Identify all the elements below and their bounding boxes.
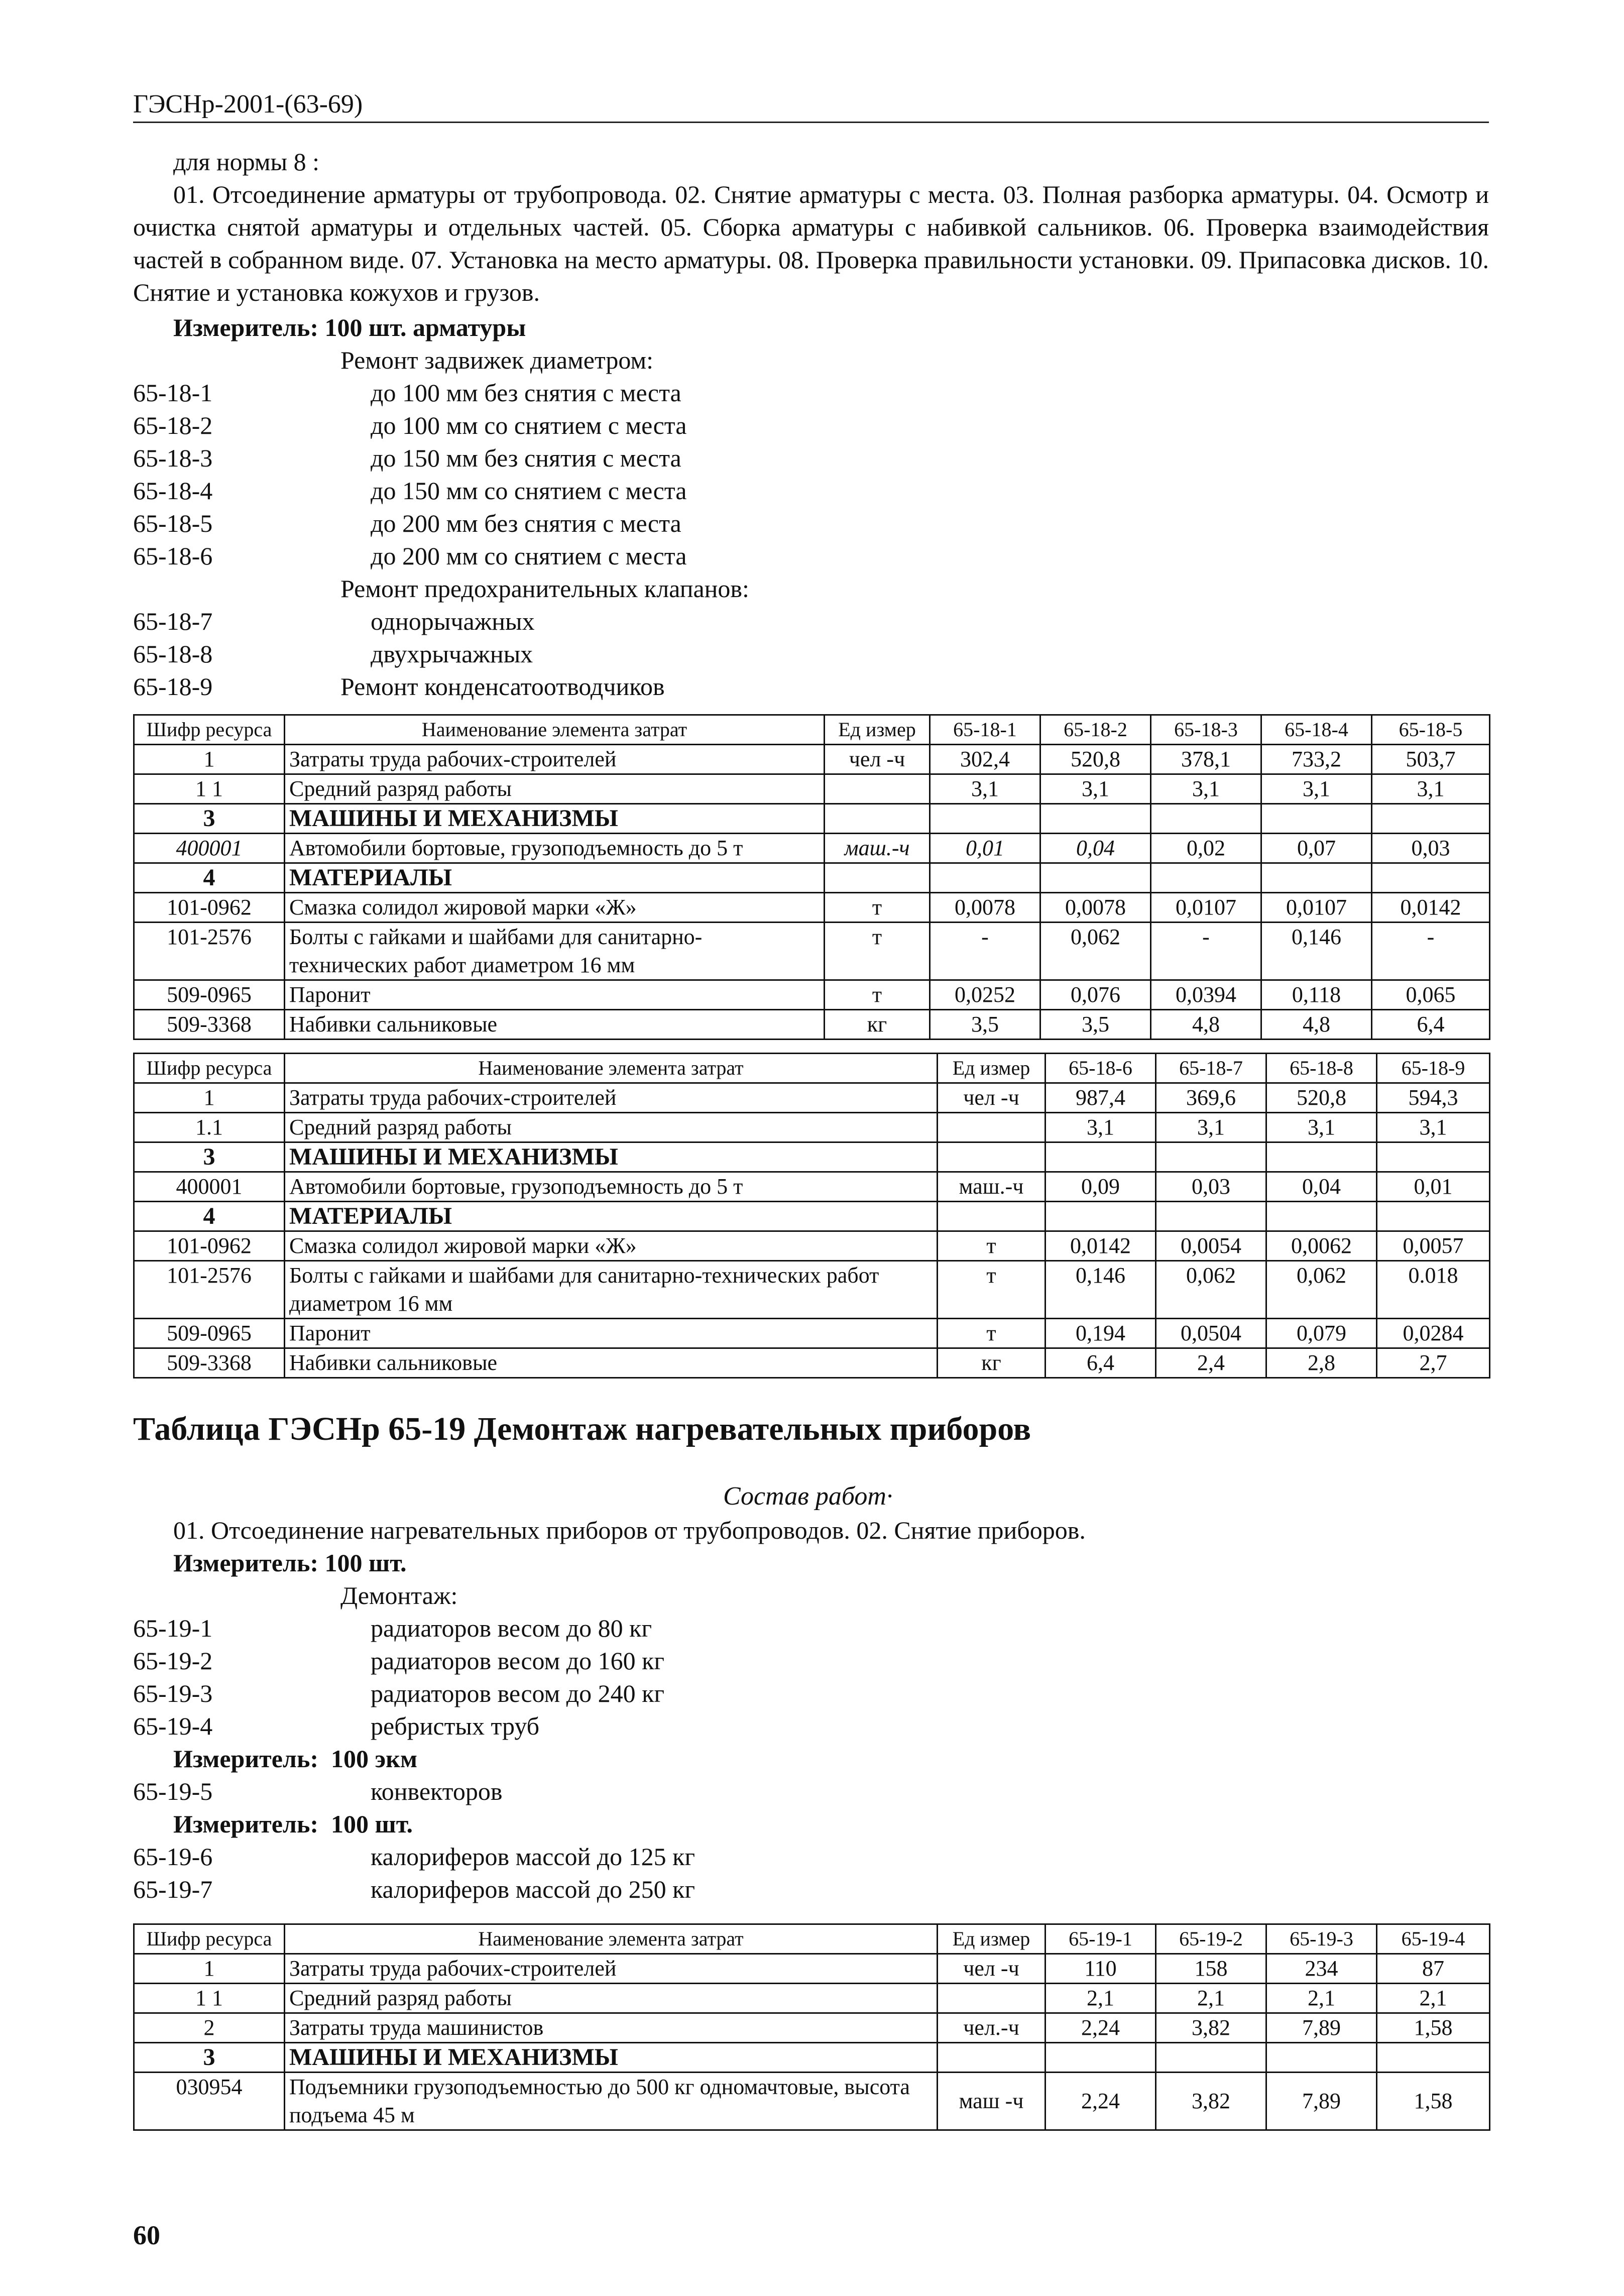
code-row: 65-18-3 (133, 444, 213, 472)
cell: 2,4 (1156, 1348, 1266, 1378)
cell: 030954 (134, 2073, 285, 2130)
cell: 7,89 (1266, 2073, 1377, 2130)
cell: 1,58 (1377, 2013, 1490, 2043)
norm-name: калориферов массой до 125 кг (371, 1843, 695, 1871)
cell: 0,0057 (1377, 1231, 1490, 1261)
table-row (134, 980, 1490, 1010)
meter-label: Измеритель: (173, 1549, 319, 1577)
cell: Автомобили бортовые, грузоподъемность до 5 т (285, 1172, 938, 1202)
header-cell: 65-18-4 (1261, 715, 1372, 745)
cell: 302,4 (930, 745, 1040, 774)
table-row (134, 1172, 1490, 1202)
cell: 4 (134, 863, 285, 893)
cell: 0,079 (1266, 1319, 1377, 1348)
cell: 3,82 (1156, 2013, 1266, 2043)
header-cell: Наименование элемента затрат (285, 1054, 938, 1083)
cell: Затраты труда рабочих-строителей (285, 1954, 938, 1984)
code-row: 65-18-9 (133, 672, 213, 701)
cell: 987,4 (1046, 1083, 1156, 1113)
code-row: 65-18-6 (133, 542, 213, 570)
header-cell: Шифр ресурса (134, 1924, 285, 1954)
group-heading: Ремонт предохранительных клапанов: (340, 575, 749, 603)
cell: т (938, 1231, 1046, 1261)
cell: 0,146 (1046, 1261, 1156, 1319)
header-cell: Шифр ресурса (134, 715, 285, 745)
norm-descriptions-18 (340, 344, 749, 703)
cell: 110 (1046, 1954, 1156, 1984)
cell: 4,8 (1151, 1010, 1261, 1040)
table-section-row (134, 2043, 1490, 2073)
code-row: 65-19-4 (133, 1712, 213, 1740)
cell (825, 774, 930, 804)
table-section-row (134, 1202, 1490, 1231)
norm-name: до 200 мм без снятия с места (371, 509, 681, 537)
cell: 0,0284 (1377, 1319, 1490, 1348)
table-row (134, 893, 1490, 923)
cell: 1 (134, 1083, 285, 1113)
cell: 0,04 (1040, 834, 1151, 863)
group-heading: Демонтаж: (340, 1581, 458, 1610)
cell: 509-0965 (134, 1319, 285, 1348)
cell: 0,0062 (1266, 1231, 1377, 1261)
cell: Смазка солидол жировой марки «Ж» (285, 1231, 938, 1261)
cell: 0,02 (1151, 834, 1261, 863)
cell: 0,194 (1046, 1319, 1156, 1348)
code-row: 65-18-1 (133, 379, 213, 407)
cell: 520,8 (1266, 1083, 1377, 1113)
cell: 6,4 (1046, 1348, 1156, 1378)
header-cell: Ед измер (938, 1054, 1046, 1083)
cell: кг (938, 1348, 1046, 1378)
norm-name: радиаторов весом до 240 кг (371, 1679, 664, 1707)
cell: Средний разряд работы (285, 1113, 938, 1142)
running-header: ГЭСНр-2001-(63-69) (133, 90, 363, 119)
cell: 2 (134, 2013, 285, 2043)
meter-label: Измеритель: (173, 1745, 319, 1773)
cell: 3 (134, 2043, 285, 2073)
cell: чел.-ч (938, 2013, 1046, 2043)
cell: 158 (1156, 1954, 1266, 1984)
cell: - (1372, 923, 1490, 980)
header-cell: 65-18-6 (1046, 1054, 1156, 1083)
cell: 0,0078 (930, 893, 1040, 923)
table-row (134, 1231, 1490, 1261)
cell: 2,1 (1156, 1984, 1266, 2013)
cell (938, 1113, 1046, 1142)
norm-codes-18 (133, 377, 212, 703)
cell: Затраты труда рабочих-строителей (285, 1083, 938, 1113)
cell: 0,146 (1261, 923, 1372, 980)
table-header-row (134, 1924, 1490, 1954)
cell: Средний разряд работы (285, 774, 825, 804)
cell: 3 (134, 1142, 285, 1172)
table-row (134, 834, 1490, 863)
cell: 3 (134, 804, 285, 834)
header-cell: Ед измер (938, 1924, 1046, 1954)
header-cell: 65-18-7 (1156, 1054, 1266, 1083)
cell: 2,1 (1266, 1984, 1377, 2013)
code-row: 65-18-5 (133, 509, 213, 537)
cell: 3,1 (1046, 1113, 1156, 1142)
cell: 3,1 (1151, 774, 1261, 804)
cell: 509-0965 (134, 980, 285, 1010)
cell: 101-0962 (134, 1231, 285, 1261)
meter-value: 100 шт. арматуры (324, 313, 526, 341)
cell: 400001 (134, 1172, 285, 1202)
cell: 101-0962 (134, 893, 285, 923)
norm-name: конвекторов (371, 1777, 503, 1805)
header-cell: 65-18-8 (1266, 1054, 1377, 1083)
table-row (134, 1010, 1490, 1040)
cell: 87 (1377, 1954, 1490, 1984)
norm-name: до 100 мм без снятия с места (371, 379, 681, 407)
table-section-row (134, 1142, 1490, 1172)
cell: 2,24 (1046, 2013, 1156, 2043)
table-header-row (134, 1054, 1490, 1083)
cell: 0,062 (1040, 923, 1151, 980)
table-row (134, 923, 1490, 980)
header-cell: 65-18-3 (1151, 715, 1261, 745)
table-header-row (134, 715, 1490, 745)
header-cell: 65-18-5 (1372, 715, 1490, 745)
cell: 0,01 (930, 834, 1040, 863)
table-row (134, 1954, 1490, 1984)
cell: 3,1 (1156, 1113, 1266, 1142)
table-row (134, 774, 1490, 804)
norm-name: калориферов массой до 250 кг (371, 1875, 695, 1903)
cell: - (1151, 923, 1261, 980)
cell: 2,1 (1377, 1984, 1490, 2013)
code-row: 65-18-8 (133, 640, 213, 668)
cell: 3,82 (1156, 2073, 1266, 2130)
cell: кг (825, 1010, 930, 1040)
cell: 520,8 (1040, 745, 1151, 774)
meter-label: Измеритель: (173, 1810, 319, 1838)
code-row: 65-19-7 (133, 1875, 213, 1903)
norm-name: радиаторов весом до 160 кг (371, 1647, 664, 1675)
header-rule (133, 122, 1489, 123)
code-row: 65-18-7 (133, 607, 213, 635)
cell: 0,0142 (1046, 1231, 1156, 1261)
norm-name: радиаторов весом до 80 кг (371, 1614, 652, 1642)
cell: т (938, 1319, 1046, 1348)
cell: 0,062 (1156, 1261, 1266, 1319)
table-row (134, 1319, 1490, 1348)
cell: 0,03 (1156, 1172, 1266, 1202)
cell: Затраты труда машинистов (285, 2013, 938, 2043)
norm-name: до 150 мм без снятия с места (371, 444, 681, 472)
norm-name: до 150 мм со снятием с места (371, 477, 687, 505)
cell: 0,118 (1261, 980, 1372, 1010)
cell: 0,04 (1266, 1172, 1377, 1202)
cell: 0,0078 (1040, 893, 1151, 923)
cell: Автомобили бортовые, грузоподъемность до 5 т (285, 834, 825, 863)
header-cell: 65-19-3 (1266, 1924, 1377, 1954)
cell: Паронит (285, 980, 825, 1010)
meter-value: 100 шт. (324, 1549, 407, 1577)
code-row: 65-19-5 (133, 1777, 213, 1805)
cell: 1.1 (134, 1113, 285, 1142)
cell: 503,7 (1372, 745, 1490, 774)
table-row (134, 745, 1490, 774)
cell: 1 1 (134, 774, 285, 804)
cell: 101-2576 (134, 1261, 285, 1319)
cell: чел -ч (938, 1083, 1046, 1113)
cell: Набивки сальниковые (285, 1348, 938, 1378)
cell: 3,1 (1040, 774, 1151, 804)
cell: 6,4 (1372, 1010, 1490, 1040)
cell: 2,8 (1266, 1348, 1377, 1378)
norm8-work-text: 01. Отсоединение арматуры от трубопровода. 02. Снятие арматуры с места. 03. Полная разборка арматуры. 04. Осмотр и очистка снятой арматуры и отдельных частей. 05. Сборка арматуры с набивкой сальников. 06. Проверка взаимодействия частей в собранном виде. 07. Установка на место арматуры. 08. Проверка правильности установки. 09. Припасовка дисков. 10. Снятие и установка кожухов и грузов. (133, 180, 1489, 306)
cell: 0,062 (1266, 1261, 1377, 1319)
cell: 3,5 (1040, 1010, 1151, 1040)
cell: 1 1 (134, 1984, 285, 2013)
cell: 509-3368 (134, 1348, 285, 1378)
cell: 3,1 (1261, 774, 1372, 804)
resource-table-65-18-a (133, 714, 1490, 1040)
header-cell: Наименование элемента затрат (285, 1924, 938, 1954)
cell: 1 (134, 1954, 285, 1984)
cell: 3,1 (930, 774, 1040, 804)
cell: Набивки сальниковые (285, 1010, 825, 1040)
meter-value: 100 шт. (331, 1810, 413, 1838)
norm-name: Ремонт конденсатоотводчиков (340, 672, 665, 701)
meter-label: Измеритель: (173, 313, 319, 341)
norm-name: до 100 мм со снятием с места (371, 411, 687, 439)
code-row: 65-19-6 (133, 1843, 213, 1871)
cell: 0,0107 (1151, 893, 1261, 923)
cell: Болты с гайками и шайбами для санитарно-технических работ диаметром 16 мм (285, 1261, 938, 1319)
table-row (134, 2013, 1490, 2043)
code-row: 65-19-2 (133, 1647, 213, 1675)
composition-heading: Состав работ· (723, 1482, 893, 1511)
cell: 594,3 (1377, 1083, 1490, 1113)
cell: т (938, 1261, 1046, 1319)
cell: 2,7 (1377, 1348, 1490, 1378)
cell: 0.018 (1377, 1261, 1490, 1319)
cell: т (825, 980, 930, 1010)
table-row (134, 2073, 1490, 2130)
cell: 1 (134, 745, 285, 774)
cell: 0,01 (1377, 1172, 1490, 1202)
resource-table-65-19 (133, 1923, 1490, 2131)
cell: 3,1 (1372, 774, 1490, 804)
code-row: 65-19-1 (133, 1614, 213, 1642)
header-cell: 65-19-4 (1377, 1924, 1490, 1954)
t19-work-text: 01. Отсоединение нагревательных приборов от трубопроводов. 02. Снятие приборов. (173, 1516, 1086, 1544)
cell: чел -ч (938, 1954, 1046, 1984)
code-row: 65-18-2 (133, 411, 213, 439)
norm8-label: для нормы 8 : (173, 148, 320, 176)
table-row (134, 1083, 1490, 1113)
code-row: 65-18-4 (133, 477, 213, 505)
resource-table-65-18-b (133, 1053, 1490, 1379)
group-heading: Ремонт задвижек диаметром: (340, 346, 653, 374)
table-section-row (134, 804, 1490, 834)
meter-label-19a (173, 1547, 407, 1579)
cell: Болты с гайками и шайбами для санитарно-технических работ диаметром 16 мм (285, 923, 825, 980)
cell: 0,0394 (1151, 980, 1261, 1010)
norm-name: двухрычажных (371, 640, 533, 668)
cell: 3,5 (930, 1010, 1040, 1040)
cell: Смазка солидол жировой марки «Ж» (285, 893, 825, 923)
cell: 0,076 (1040, 980, 1151, 1010)
section-heading: МАТЕРИАЛЫ (285, 863, 825, 893)
code-row: 65-19-3 (133, 1679, 213, 1707)
cell: 0,09 (1046, 1172, 1156, 1202)
table-row (134, 1261, 1490, 1319)
cell: т (825, 923, 930, 980)
norm-name: ребристых труб (371, 1712, 540, 1740)
cell: 2,1 (1046, 1984, 1156, 2013)
section-heading: МАШИНЫ И МЕХАНИЗМЫ (285, 2043, 938, 2073)
cell: 0,0252 (930, 980, 1040, 1010)
header-cell: 65-18-9 (1377, 1054, 1490, 1083)
header-cell: Шифр ресурса (134, 1054, 285, 1083)
header-cell: 65-18-2 (1040, 715, 1151, 745)
cell: 3,1 (1377, 1113, 1490, 1142)
cell: 1,58 (1377, 2073, 1490, 2130)
cell: 0,07 (1261, 834, 1372, 863)
cell: Подъемники грузоподъемностью до 500 кг одномачтовые, высота подъема 45 м (285, 2073, 938, 2130)
table-section-row (134, 863, 1490, 893)
cell: 378,1 (1151, 745, 1261, 774)
cell: 101-2576 (134, 923, 285, 980)
table-row (134, 1984, 1490, 2013)
cell: - (930, 923, 1040, 980)
table-row (134, 1113, 1490, 1142)
header-cell: 65-19-2 (1156, 1924, 1266, 1954)
cell: 509-3368 (134, 1010, 285, 1040)
cell: маш -ч (938, 2073, 1046, 2130)
cell: 234 (1266, 1954, 1377, 1984)
section-heading: МАШИНЫ И МЕХАНИЗМЫ (285, 1142, 938, 1172)
header-cell: Ед измер (825, 715, 930, 745)
cell (938, 1984, 1046, 2013)
cell: чел -ч (825, 745, 930, 774)
cell: 400001 (134, 834, 285, 863)
cell: т (825, 893, 930, 923)
norm-name: до 200 мм со снятием с места (371, 542, 687, 570)
table-row (134, 1348, 1490, 1378)
meter-value: 100 экм (331, 1745, 418, 1773)
cell: 733,2 (1261, 745, 1372, 774)
norm-descriptions-19 (340, 1579, 695, 1906)
meter-label-18 (173, 311, 526, 343)
cell: Паронит (285, 1319, 938, 1348)
cell: 4,8 (1261, 1010, 1372, 1040)
cell: Затраты труда рабочих-строителей (285, 745, 825, 774)
cell: 0,0054 (1156, 1231, 1266, 1261)
cell: 0,0142 (1372, 893, 1490, 923)
header-cell: Наименование элемента затрат (285, 715, 825, 745)
cell: Средний разряд работы (285, 1984, 938, 2013)
cell: маш.-ч (938, 1172, 1046, 1202)
cell: 0,03 (1372, 834, 1490, 863)
section-heading: МАТЕРИАЛЫ (285, 1202, 938, 1231)
cell: 0,065 (1372, 980, 1490, 1010)
cell: 7,89 (1266, 2013, 1377, 2043)
cell: маш.-ч (825, 834, 930, 863)
page-number: 60 (133, 2220, 160, 2250)
norm-name: однорычажных (371, 607, 535, 635)
cell: 3,1 (1266, 1113, 1377, 1142)
header-cell: 65-19-1 (1046, 1924, 1156, 1954)
cell: 2,24 (1046, 2073, 1156, 2130)
section-title: Таблица ГЭСНр 65-19 Демонтаж нагревательных приборов (133, 1411, 1031, 1447)
cell: 0,0107 (1261, 893, 1372, 923)
cell: 0,0504 (1156, 1319, 1266, 1348)
cell: 4 (134, 1202, 285, 1231)
cell: 369,6 (1156, 1083, 1266, 1113)
header-cell: 65-18-1 (930, 715, 1040, 745)
section-heading: МАШИНЫ И МЕХАНИЗМЫ (285, 804, 825, 834)
